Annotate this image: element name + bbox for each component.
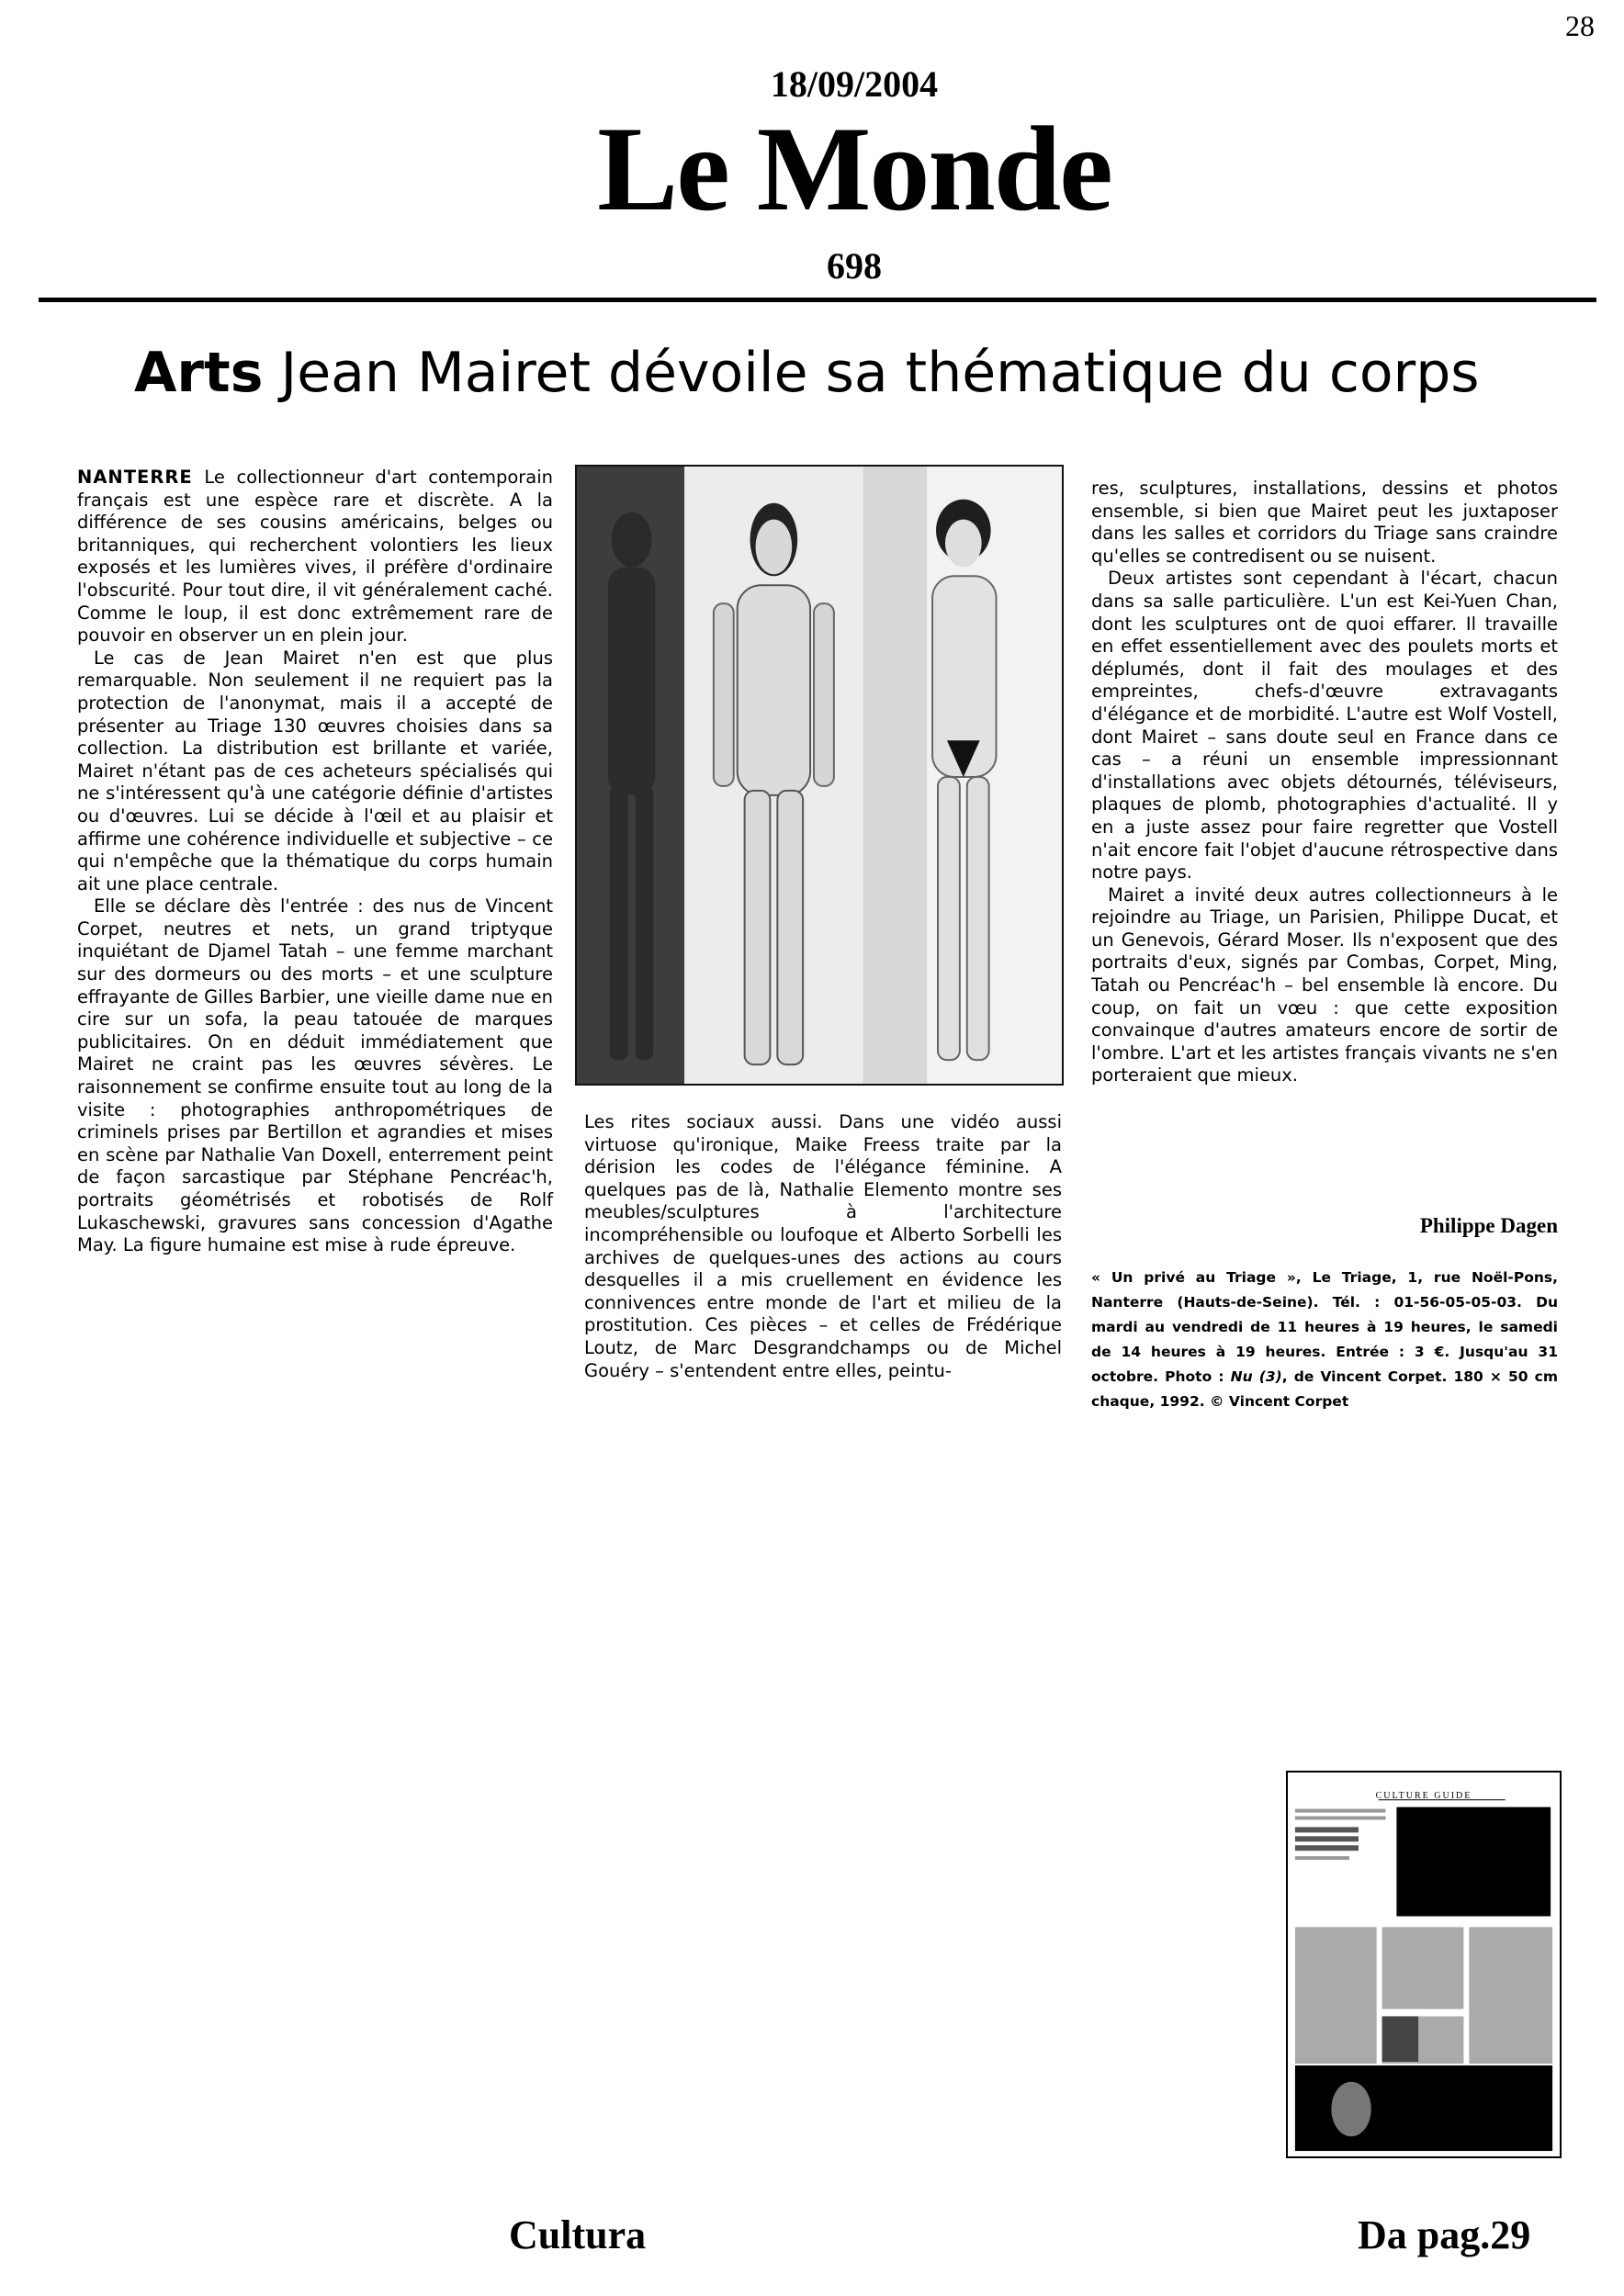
footer-page-ref: Da pag.29 bbox=[1358, 2212, 1531, 2257]
page-thumbnail bbox=[1286, 1771, 1562, 2158]
paragraph: res, sculptures, installations, dessins et photos ensemble, si bien que Mairet peut les juxtaposer dans les salles et corridors du Triage sans craindre qu'elles se contredisent ou se nuisent. bbox=[1091, 478, 1558, 567]
artwork-title: Nu (3) bbox=[1230, 1368, 1282, 1385]
article-column-3 bbox=[1091, 478, 1558, 1087]
dateline: NANTERRE bbox=[77, 467, 193, 488]
thumbnail-layout bbox=[1288, 1773, 1560, 2156]
article-headline bbox=[134, 342, 1480, 405]
info-credit: , de Vincent Corpet. 180 × 50 cm chaque, 1992. © Vincent Corpet bbox=[1091, 1368, 1559, 1410]
thumbnail-title: CULTURE GUIDE bbox=[1375, 1791, 1472, 1801]
article-column-1 bbox=[77, 467, 553, 1257]
issue-date: 18/09/2004 bbox=[770, 63, 939, 105]
headline-title: Jean Mairet dévoile sa thématique du corps bbox=[280, 341, 1480, 405]
triptych-image bbox=[577, 467, 1062, 1084]
issue-number: 698 bbox=[827, 245, 882, 287]
exhibition-info bbox=[1091, 1266, 1558, 1414]
paragraph: Elle se déclare dès l'entrée : des nus de Vincent Corpet, neutres et nets, un grand triptyque inquiétant de Djamel Tatah – une femme marchant sur des dormeurs ou des morts – et une sculpture effrayante de Gilles Barbier, une vieille dame nue en cire sur un sofa, la peau tatouée de marques publicitaires. On en déduit immédiatement que Mairet ne craint pas les œuvres sévères. Le raisonnement se confirme ensuite tout au long de la visite : photographies anthropométriques de criminels prises par Bertillon et agrandies et mises en scène par Nathalie Van Doxell, enterrement peint de façon sarcastique par Stéphane Pencréac'h, portraits géométrisés et robotisés de Rolf Lukaschewski, gravures sans concession d'Agathe May. La figure humaine est mise à rude épreuve. bbox=[77, 895, 553, 1256]
masthead-logo: Le Monde bbox=[597, 101, 1111, 236]
header-rule bbox=[39, 298, 1596, 302]
page-number: 28 bbox=[1565, 9, 1595, 42]
paragraph: Le cas de Jean Mairet n'en est que plus remarquable. Non seulement il ne requiert pas la protection de l'anonymat, mais il a accepté de présenter au Triage 130 œuvres choisies dans sa collection. La distribution est brillante et variée, Mairet n'étant pas de ces acheteurs spécialisés qui ne s'intéressent qu'à une catégorie définie d'artistes ou d'œuvres. Lui se décide à l'œil et au plaisir et affirme une cohérence individuelle et subjective – ce qui n'empêche que la thématique du corps humain ait une place centrale. bbox=[77, 647, 553, 895]
info-text: « Un privé au Triage », Le Triage, 1, rue Noël-Pons, Nanterre (Hauts-de-Seine). Tél. : 01-56-05-05-03. Du mardi au vendredi de 11 heures à 19 heures, le samedi de 14 heures à 19 heures. Entrée : 3 €. Jusqu'au 31 octobre. Photo : bbox=[1091, 1269, 1558, 1385]
artwork-photo bbox=[575, 465, 1064, 1086]
headline-section: Arts bbox=[134, 341, 264, 405]
paragraph-text: Le collectionneur d'art contemporain français est une espèce rare et discrète. A la différence de ses cousins américains, belges ou britanniques, qui recherchent volontiers les lieux exposés et les lumières vives, il préfère d'ordinaire l'obscurité. Pour tout dire, il vit généralement caché. Comme le loup, il est donc extrêmement rare de pouvoir en observer un en plein jour. bbox=[77, 467, 553, 647]
paragraph bbox=[77, 467, 553, 647]
paragraph: Mairet a invité deux autres collectionneurs à le rejoindre au Triage, un Parisien, Philippe Ducat, et un Genevois, Gérard Moser. Ils n'exposent que des portraits d'eux, signés par Combas, Corpet, Ming, Tatah ou Pencréac'h – bel ensemble là encore. Du coup, on fait un vœu : que cette exposition convainque d'autres amateurs encore de sortir de l'ombre. L'art et les artistes français vivants ne s'en porteraient que mieux. bbox=[1091, 884, 1558, 1086]
footer-section: Cultura bbox=[509, 2212, 647, 2257]
paragraph: Les rites sociaux aussi. Dans une vidéo aussi virtuose qu'ironique, Maike Freess traite par la dérision les codes de l'élégance féminine. A quelques pas de là, Nathalie Elemento montre ses meubles/sculptures à l'architecture incompréhensible ou loufoque et Alberto Sorbelli les archives de quelques-unes des actions au cours desquelles il a mis cruellement en évidence les connivences entre monde de l'art et milieu de la prostitution. Ces pièces – et celles de Frédérique Loutz, de Marc Desgrandchamps ou de Michel Gouéry – s'entendent entre elles, peintu- bbox=[584, 1111, 1062, 1381]
paragraph: Deux artistes sont cependant à l'écart, chacun dans sa salle particulière. L'un est Kei-Yuen Chan, dont les sculptures ont de quoi effarer. Il travaille en effet essentiellement avec des poulets morts et déplumés, dont il fait des moulages et des empreintes, chefs-d'œuvre extravagants d'élégance et de morbidité. L'autre est Wolf Vostell, dont Mairet – sans doute seul en France dans ce cas – a réuni un ensemble impressionnant d'installations avec objets détournés, téléviseurs, plaques de plomb, photographies d'actualité. Il y en a juste assez pour faire regretter que Vostell n'ait encore fait l'objet d'aucune rétrospective dans notre pays. bbox=[1091, 568, 1558, 884]
article-column-2 bbox=[584, 1111, 1062, 1382]
author-signature: Philippe Dagen bbox=[1419, 1214, 1558, 1237]
